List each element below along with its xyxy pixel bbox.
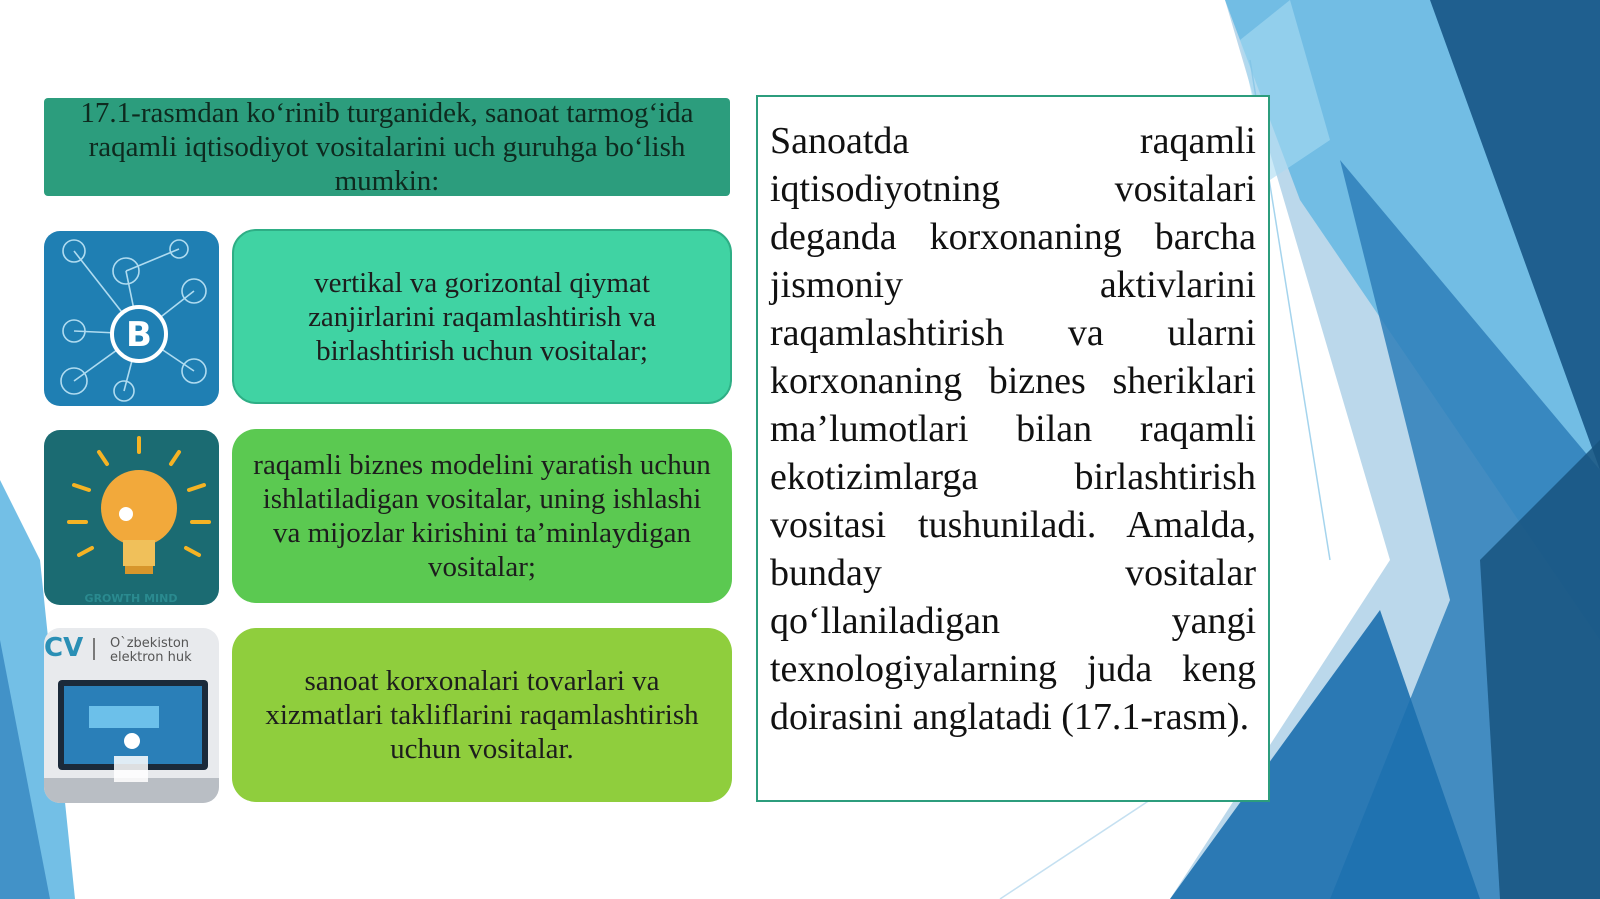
tool-group-2-text: raqamli biznes modelini yaratish uchun ishlatiladigan vositalar, uning ishlashi va mijozlar kirishini ta’minlaydigan vositalar; — [253, 449, 711, 583]
bulb-caption: GROWTH MIND — [84, 592, 178, 605]
section-header-text: 17.1-rasmdan ko‘rinib turganidek, sanoat tarmog‘ida raqamli iqtisodiyot vositalarini uch guruhga bo‘lish mumkin: — [80, 97, 694, 197]
tool-group-3 — [232, 628, 732, 802]
tool-group-1 — [232, 229, 732, 404]
lightbulb-image — [44, 430, 219, 605]
definition-paragraph: Sanoatda raqamli iqtisodiyotning vositalari deganda korxonaning barcha jismoniy aktivlarini raqamlashtirish va ularni korxonaning biznes sheriklari ma’lumotlari bilan raqamli ekotizimlarga birlashtirish vositasi tushuniladi. Amalda, bunday vositalar qo‘llaniladigan yangi texnologiyalarning juda keng doirasini anglatadi (17.1-rasm). — [770, 120, 1256, 738]
laptop-logo-line1: O`zbekiston — [110, 636, 190, 651]
definition-panel — [756, 95, 1270, 802]
tool-group-1-text: vertikal va gorizontal qiymat zanjirlarini raqamlashtirish va birlashtirish uchun vositalar; — [308, 266, 656, 367]
svg-text:B: B — [126, 315, 152, 355]
svg-text:CV: CV — [44, 633, 84, 663]
tool-group-3-text: sanoat korxonalari tovarlari va xizmatlari takliflarini raqamlashtirish uchun vositalar. — [265, 665, 699, 765]
laptop-egov-image — [44, 628, 219, 803]
bitcoin-network-image — [44, 231, 219, 406]
section-header — [44, 98, 730, 196]
laptop-logo-line2: elektron huk — [110, 650, 192, 665]
tool-group-2 — [232, 429, 732, 603]
